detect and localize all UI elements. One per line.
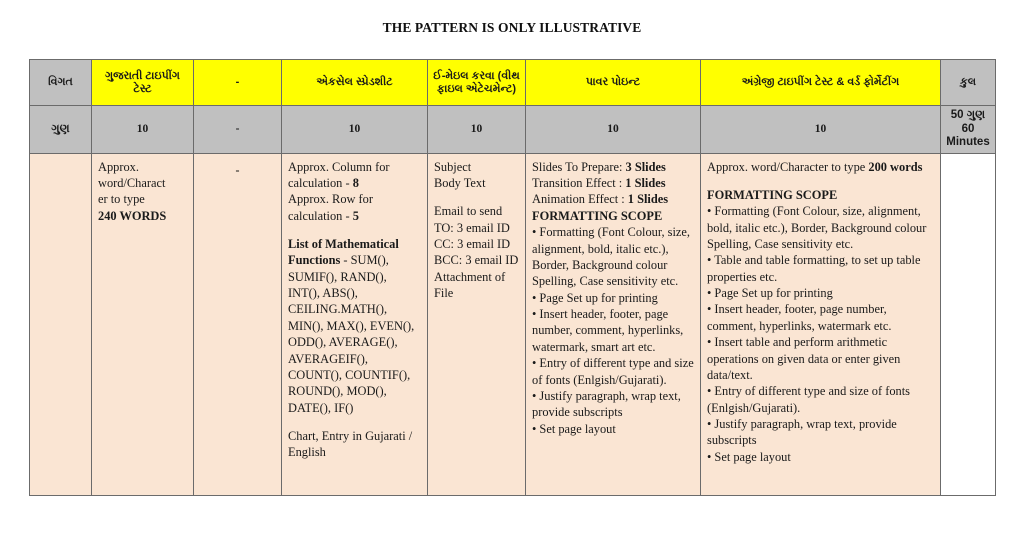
email-line-4: TO: 3 email ID: [434, 220, 510, 235]
body-cell-total-empty: [941, 153, 996, 495]
gt-line-2: word/Charact: [98, 176, 166, 191]
ppt-item-0: • Formatting (Font Colour, size, alignment, bold, italic etc.), Border, Background colour: [532, 225, 691, 272]
marks-email: 10: [428, 106, 526, 154]
ppt-slides-line: Slides To Prepare: 3 Slides: [532, 159, 666, 174]
header-cell-excel: એકસેલ સ્પ્રેડશીટ: [282, 60, 428, 106]
word-item-0: • Formatting (Font Colour, size, alignment, bold, italic etc.), Border, Background colour: [707, 204, 927, 235]
gt-line-3: er to type: [98, 192, 145, 207]
table-marks-row: [30, 106, 996, 154]
exam-pattern-table: [29, 59, 996, 496]
marks-label: ગુણ: [30, 106, 92, 154]
word-gap: [707, 175, 934, 187]
excel-line-2: calculation - 8: [288, 176, 359, 191]
exam-pattern-table-container: [29, 59, 995, 496]
gt-line-1: Approx.: [98, 159, 139, 174]
total-marks-text: 50 ગુણ: [950, 109, 986, 121]
table-body-row: [30, 153, 996, 495]
gt-word-count: 240 WORDS: [98, 208, 167, 223]
ppt-animation-line: Animation Effect : 1 Slides: [532, 192, 669, 207]
marks-blank: -: [194, 106, 282, 154]
word-item-3: • Page Set up for printing: [707, 286, 833, 301]
email-content: [434, 159, 519, 489]
excel-line-1: Approx. Column for: [288, 159, 390, 174]
email-line-6: BCC: 3 email ID: [434, 253, 519, 268]
ppt-item-6: • Set page layout: [532, 421, 616, 436]
body-cell-excel: [282, 153, 428, 495]
total-duration-text: 60 Minutes: [946, 122, 990, 149]
word-item-5: • Insert table and perform arithmetic operations on given data or enter given data/text.: [707, 335, 901, 382]
ppt-item-4: • Entry of different type and size of fonts (Enlgish/Gujarati).: [532, 356, 694, 387]
marks-powerpoint: 10: [526, 106, 701, 154]
excel-content: [288, 159, 421, 489]
header-cell-blank: -: [194, 60, 282, 106]
marks-gujarati-typing: 10: [92, 106, 194, 154]
excel-line-4: calculation - 5: [288, 208, 359, 223]
email-gap: [434, 191, 519, 203]
header-cell-detail: વિગત: [30, 60, 92, 106]
email-line-7: Attachment of File: [434, 269, 506, 301]
marks-total: [941, 106, 996, 154]
word-item-1: Spelling, Case sensitivity etc.: [707, 236, 854, 251]
excel-gap-1: [288, 224, 421, 236]
body-cell-powerpoint: [526, 153, 701, 495]
header-cell-email: ઈ-મેઇલ કરવા (વીથ ફાઇલ એટેચમેન્ટ): [428, 60, 526, 106]
page-title: THE PATTERN IS ONLY ILLUSTRATIVE: [382, 20, 642, 35]
email-line-1: Subject: [434, 159, 472, 174]
header-cell-powerpoint: પાવર પોઇન્ટ: [526, 60, 701, 106]
excel-chart-line: Chart, Entry in Gujarati / English: [288, 428, 413, 460]
body-cell-email: [428, 153, 526, 495]
email-line-3: Email to send: [434, 204, 503, 219]
word-count-line: Approx. word/Character to type 200 words: [707, 159, 923, 174]
word-item-6: • Entry of different type and size of fonts (Enlgish/Gujarati).: [707, 384, 910, 415]
marks-english-word: 10: [701, 106, 941, 154]
body-cell-blank: [194, 153, 282, 495]
blank-dash: -: [235, 162, 240, 177]
blank-content: [200, 159, 275, 489]
ppt-item-5: • Justify paragraph, wrap text, provide subscripts: [532, 388, 681, 420]
word-scope-heading: FORMATTING SCOPE: [707, 187, 838, 202]
header-cell-english-word: અંગ્રેજી ટાઇપીંગ ટેસ્ટ & વર્ડ ફોર્મેટીંગ: [701, 60, 941, 106]
word-item-2: • Table and table formatting, to set up table properties etc.: [707, 253, 921, 284]
word-item-7: • Justify paragraph, wrap text, provide subscripts: [707, 417, 897, 448]
powerpoint-content: [532, 159, 694, 489]
body-cell-gujarati-typing: [92, 153, 194, 495]
ppt-item-2: • Page Set up for printing: [532, 290, 658, 305]
ppt-item-3: • Insert header, footer, page number, comment, hyperlinks, watermark, smart art etc.: [532, 307, 684, 354]
word-content: [707, 159, 934, 489]
detail-content: [36, 159, 85, 489]
table-header-row: [30, 60, 996, 106]
word-item-8: • Set page layout: [707, 449, 791, 464]
gujarati-typing-content: [98, 159, 187, 489]
ppt-scope-heading: FORMATTING SCOPE: [532, 208, 663, 223]
marks-excel: 10: [282, 106, 428, 154]
excel-gap-2: [288, 416, 421, 428]
header-cell-gujarati-typing: ગુજરાતી ટાઇપીંગ ટેસ્ટ: [92, 60, 194, 106]
ppt-transition-line: Transition Effect : 1 Slides: [532, 176, 666, 191]
excel-functions-line: List of Mathematical Functions - SUM(), SUMIF(), RAND(), INT(), ABS(), CEILING.MATH(), MIN(), MAX(), EVEN(), ODD(), AVERAGE(), AVERAGEIF(), COUNT(), COUNTIF(), ROUND(), MOD(), DATE(), IF(): [288, 236, 415, 415]
body-cell-english-word: [701, 153, 941, 495]
email-line-5: CC: 3 email ID: [434, 236, 511, 251]
body-cell-detail: [30, 153, 92, 495]
word-item-4: • Insert header, footer, page number, comment, hyperlinks, watermark etc.: [707, 302, 892, 333]
email-line-2: Body Text: [434, 176, 486, 191]
excel-line-3: Approx. Row for: [288, 192, 374, 207]
ppt-item-1: Spelling, Case sensitivity etc.: [532, 274, 679, 289]
header-cell-total: કુલ: [941, 60, 996, 106]
